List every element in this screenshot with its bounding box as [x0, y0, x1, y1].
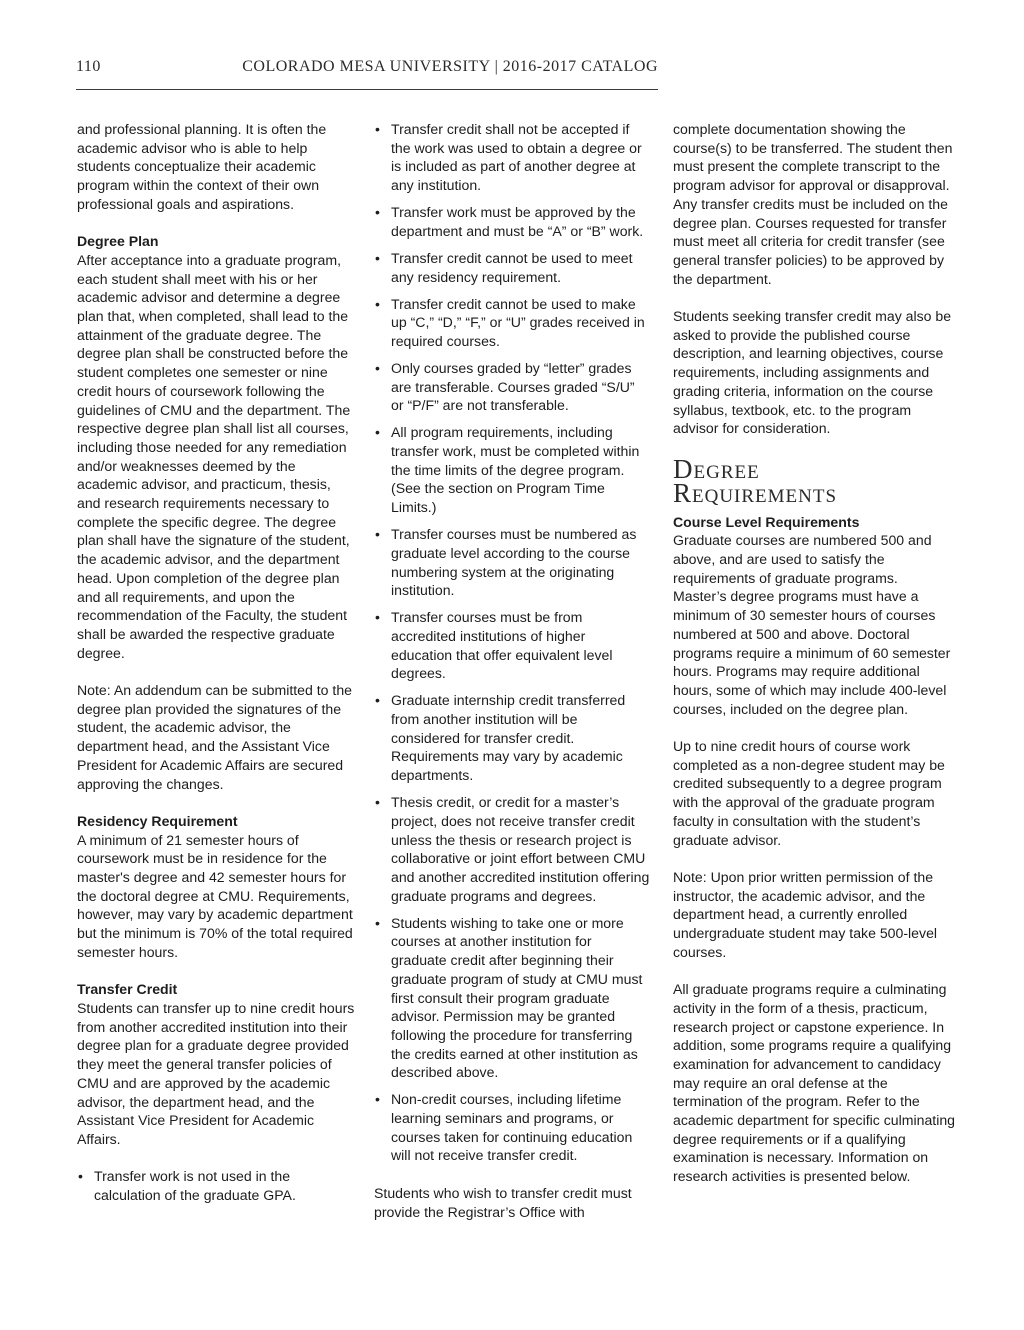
bullet-item: • Transfer courses must be numbered as graduate level according to the course numbering system at the originating institution. — [374, 525, 650, 600]
column-1 — [77, 120, 357, 1223]
bullet-item: • Non-credit courses, including lifetime learning seminars and programs, or courses taken for continuing education will not receive transfer credit. — [374, 1090, 650, 1165]
transfer-bullets-col2 — [374, 120, 650, 1165]
page-number: 110 — [76, 58, 101, 75]
running-title: COLORADO MESA UNIVERSITY | 2016-2017 CATALOG — [242, 58, 658, 75]
documentation-paragraph: complete documentation showing the course(s) to be transferred. The student then must present the complete transcript to the program advisor for approval or disapproval. Any transfer credits must be included on the degree plan. Courses requested for transfer must meet all criteria for credit transfer (see general transfer policies) to be approved by the department. — [673, 121, 953, 287]
header-rule — [76, 89, 658, 90]
degree-plan-note: Note: An addendum can be submitted to the degree plan provided the signatures of the student, the academic advisor, the department head, and the Assistant Vice President for Academic Affairs are secured approving the changes. — [77, 682, 353, 792]
bullet-item: • Transfer credit shall not be accepted if the work was used to obtain a degree or is included as part of another degree at any institution. — [374, 120, 650, 195]
column-2 — [374, 120, 650, 1240]
bullet-item: • Thesis credit, or credit for a master’s project, does not receive transfer credit unless the thesis or research project is collaborative or joint effort between CMU and another accredited institution offering graduate programs and degrees. — [374, 793, 650, 905]
residency-heading: Residency Requirement — [77, 812, 238, 829]
bullet-item: • Transfer credit cannot be used to make up “C,” “D,” “F,” or “U” grades received in required courses. — [374, 295, 650, 351]
transfer-bullets-col1 — [77, 1167, 357, 1204]
bullet-item: • Transfer courses must be from accredited institutions of higher education that offer equivalent level degrees. — [374, 608, 650, 683]
column-3 — [673, 120, 955, 1205]
seeking-credit-paragraph: Students seeking transfer credit may also be asked to provide the published course description, and learning objectives, course requirements, including assignments and grading criteria, information on the course syllabus, textbook, etc. to the program advisor for consideration. — [673, 308, 952, 437]
transfer-credit-heading: Transfer Credit — [77, 981, 178, 998]
course-level-heading: Course Level Requirements — [673, 513, 860, 530]
culminating-activity-paragraph: All graduate programs require a culminating activity in the form of a thesis, practicum, research project or capstone experience. In addition, some programs require a qualifying examination for advancement to candidacy may require an oral defense at the termination of the program. Refer to the academic department for specific culminating degree requirements or if a qualifying examination is necessary. Information on research activities is presented below. — [673, 981, 956, 1185]
undergrad-note-paragraph: Note: Upon prior written permission of the instructor, the academic advisor, and the department head, a currently enrolled undergraduate student may take 500-level courses. — [673, 868, 938, 960]
bullet-item: • Students wishing to take one or more courses at another institution for graduate credit after beginning their graduate program of study at CMU must first consult their program graduate advisor. Permission may be granted following the procedure for transferring the credits earned at other institution as described above. — [374, 914, 650, 1082]
non-degree-paragraph: Up to nine credit hours of course work completed as a non-degree student may be credited subsequently to a degree program with the approval of the graduate program faculty in consultation with the student’s graduate advisor. — [673, 738, 945, 848]
intro-paragraph: and professional planning. It is often the academic advisor who is able to help students conceptualize their academic program within the context of their own professional goals and aspirations. — [77, 121, 327, 212]
bullet-item: • Transfer work is not used in the calculation of the graduate GPA. — [77, 1167, 357, 1204]
degree-requirements-title — [673, 453, 955, 508]
section-title-line: Requirements — [673, 477, 838, 508]
transfer-closing-paragraph: Students who wish to transfer credit must provide the Registrar’s Office with — [374, 1184, 632, 1220]
bullet-item: • Graduate internship credit transferred from another institution will be considered for transfer credit. Requirements may vary by academic departments. — [374, 691, 650, 785]
course-level-paragraph: Graduate courses are numbered 500 and above, and are used to satisfy the requirements of graduate programs. Master’s degree programs must have a minimum of 30 semester hours of courses numbered at 500 and above. Doctoral programs require a minimum of 60 semester hours. Programs may require additional hours, some of which may include 400-level courses, included on the degree plan. — [673, 532, 951, 717]
transfer-credit-paragraph: Students can transfer up to nine credit hours from another accredited institution into their degree plan for a graduate degree provided they meet the general transfer policies of CMU and are approved by the academic advisor, the department head, and the Assistant Vice President for Academic Affairs. — [77, 999, 355, 1147]
bullet-item: • Transfer credit cannot be used to meet any residency requirement. — [374, 249, 650, 286]
bullet-item: • Only courses graded by “letter” grades are transferable. Courses graded “S/U” or “P/F” are not transferable. — [374, 359, 650, 415]
degree-plan-paragraph: After acceptance into a graduate program, each student shall meet with his or her academic advisor and determine a degree plan that, when completed, shall lead to the attainment of the graduate degree. The degree plan shall be constructed before the student completes one semester or nine credit hours of coursework following the guidelines of CMU and the department. The respective degree plan shall list all courses, including those needed for any remediation and/or weaknesses deemed by the academic advisor, and practicum, thesis, and research requirements necessary to complete the specific degree. The degree plan shall have the signature of the student, the academic advisor, and the department head. Upon completion of the degree plan and all requirements, and upon the recommendation of the Faculty, the student shall be awarded the respective graduate degree. — [77, 251, 351, 661]
section-title-line: Degree — [673, 453, 760, 484]
bullet-item: • All program requirements, including transfer work, must be completed within the time limits of the degree program. (See the section on Program Time Limits.) — [374, 423, 650, 517]
bullet-item: • Transfer work must be approved by the department and must be “A” or “B” work. — [374, 203, 650, 240]
degree-plan-heading: Degree Plan — [77, 233, 159, 250]
residency-paragraph: A minimum of 21 semester hours of coursework must be in residence for the master's degree and 42 semester hours for the doctoral degree at CMU. Requirements, however, may vary by academic department but the minimum is 70% of the total required semester hours. — [77, 831, 353, 960]
